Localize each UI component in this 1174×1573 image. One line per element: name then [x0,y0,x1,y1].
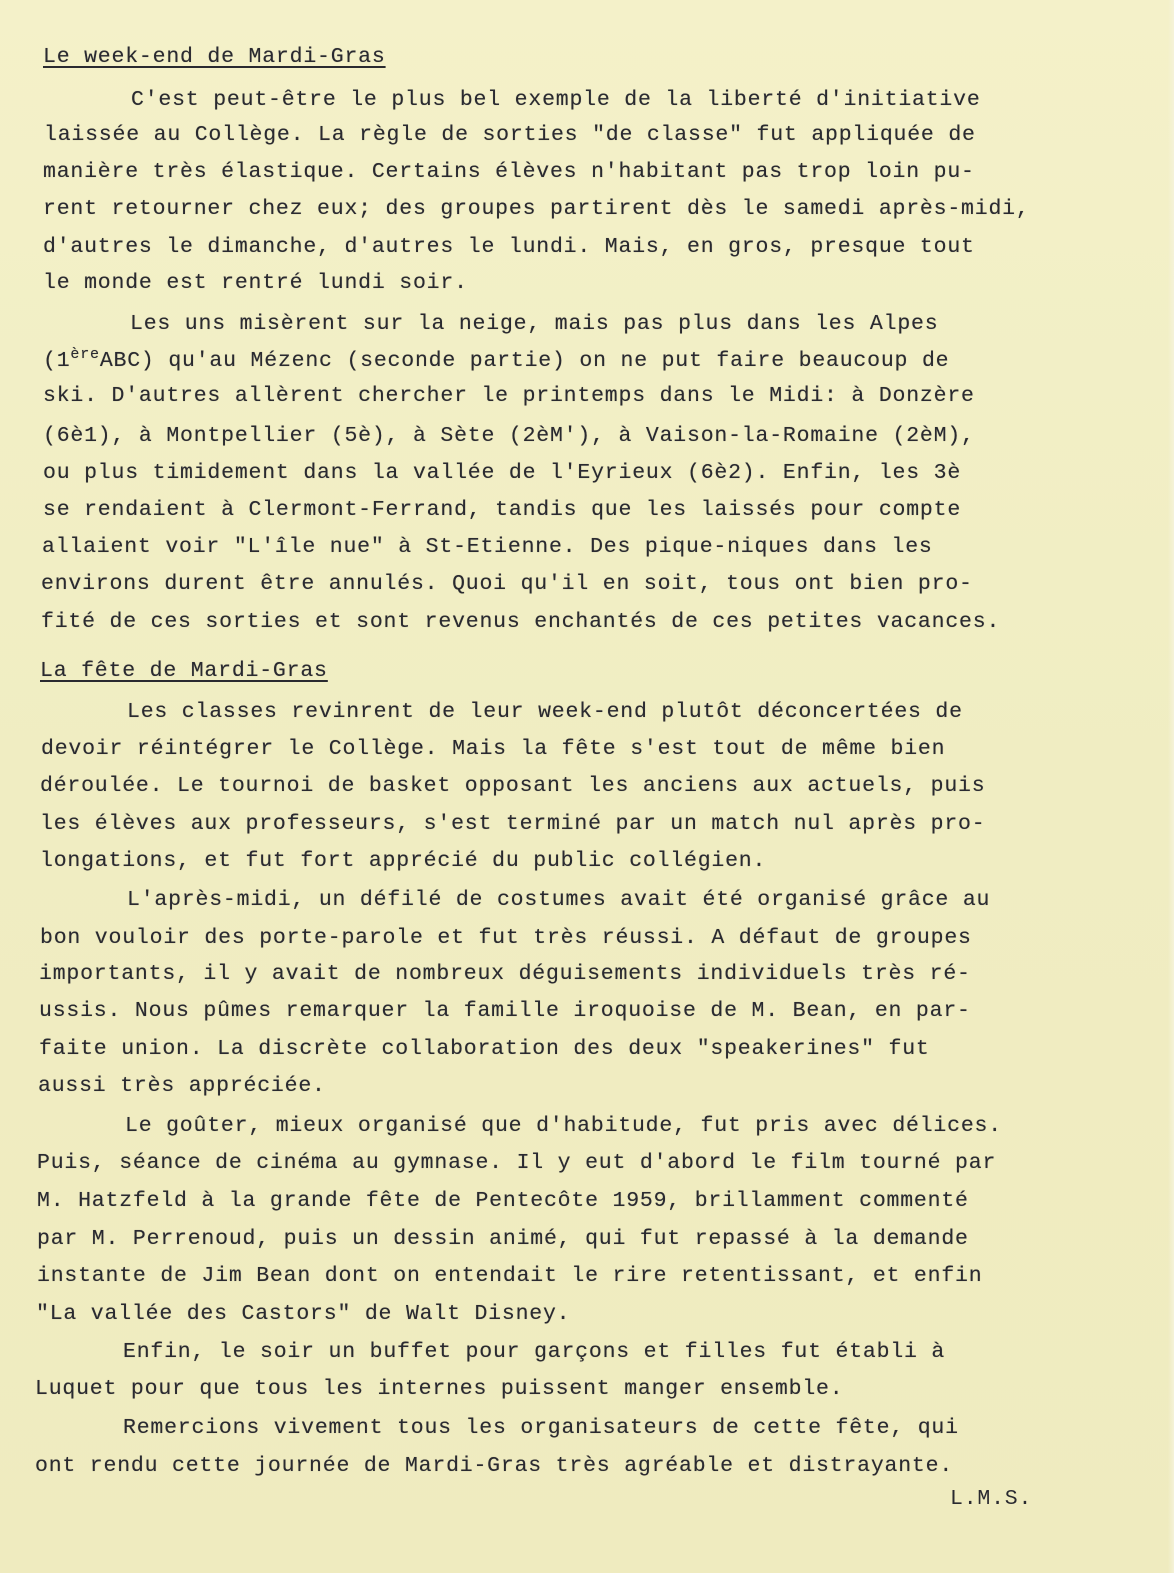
text-line: Luquet pour que tous les internes puissent manger ensemble. [35,1377,844,1401]
text-line-rest: ABC) qu'au Mézenc (seconde partie) on ne put faire beaucoup de [99,349,950,373]
text-line: M. Hatzfeld à la grande fête de Pentecôte 1959, brillamment commenté [37,1189,969,1213]
superscript: ère [70,346,100,363]
text-line: rent retourner chez eux; des groupes partirent dès le samedi après-midi, [43,197,1030,221]
text-line: importants, il y avait de nombreux déguisements individuels très ré- [39,962,971,986]
text-line: Enfin, le soir un buffet pour garçons et filles fut établi à [123,1340,946,1364]
text-line: ont rendu cette journée de Mardi-Gras très agréable et distrayante. [35,1454,954,1478]
text-line: environs durent être annulés. Quoi qu'il en soit, tous ont bien pro- [41,572,973,596]
text-line: se rendaient à Clermont-Ferrand, tandis que les laissés pour compte [43,498,962,522]
signature: L.M.S. [950,1487,1033,1511]
text-line: aussi très appréciée. [38,1074,326,1098]
text-line: laissée au Collège. La règle de sorties "de classe" fut appliquée de [44,123,976,147]
text-line: ski. D'autres allèrent chercher le printemps dans le Midi: à Donzère [43,384,975,408]
text-line: les élèves aux professeurs, s'est terminé par un match nul après pro- [40,812,986,836]
text-line: ou plus timidement dans la vallée de l'Eyrieux (6è2). Enfin, les 3è [43,461,962,485]
text-line: allaient voir "L'île nue" à St-Etienne. Des pique-niques dans les [42,535,933,559]
text-line: devoir réintégrer le Collège. Mais la fête s'est tout de même bien [41,737,946,761]
text-line: "La vallée des Castors" de Walt Disney. [36,1302,571,1326]
text-line: longations, et fut fort apprécié du public collégien. [40,849,767,873]
text-line: manière très élastique. Certains élèves n'habitant pas trop loin pu- [43,160,975,184]
text-line: L'après-midi, un défilé de costumes avait été organisé grâce au [127,888,991,912]
text-line-with-superscript [43,346,950,373]
text-line: fité de ces sorties et sont revenus enchantés de ces petites vacances. [41,610,1001,634]
text-line: d'autres le dimanche, d'autres le lundi. Mais, en gros, presque tout [43,235,975,259]
text-line: Remercions vivement tous les organisateurs de cette fête, qui [123,1416,959,1440]
superscript-prefix: (1 [43,349,71,373]
text-line: Les classes revinrent de leur week-end plutôt déconcertées de [127,700,963,724]
text-line: Les uns misèrent sur la neige, mais pas plus dans les Alpes [130,312,939,336]
heading-fete: La fête de Mardi-Gras [40,659,328,683]
text-line: ussis. Nous pûmes remarquer la famille iroquoise de M. Bean, en par- [39,999,971,1023]
page-edge [1168,0,1174,1573]
text-line: le monde est rentré lundi soir. [43,271,468,295]
text-line: instante de Jim Bean dont on entendait le rire retentissant, et enfin [37,1264,983,1288]
text-line: faite union. La discrète collaboration des deux "speakerines" fut [39,1037,930,1061]
text-line: C'est peut-être le plus bel exemple de la liberté d'initiative [131,88,981,112]
heading-weekend: Le week-end de Mardi-Gras [43,45,386,69]
text-line: Puis, séance de cinéma au gymnase. Il y eut d'abord le film tourné par [37,1151,997,1175]
text-line: Le goûter, mieux organisé que d'habitude, fut pris avec délices. [125,1114,1002,1138]
text-line: (6è1), à Montpellier (5è), à Sète (2èM'), à Vaison-la-Romaine (2èM), [43,424,975,448]
text-line: déroulée. Le tournoi de basket opposant les anciens aux actuels, puis [40,774,986,798]
text-line: bon vouloir des porte-parole et fut très réussi. A défaut de groupes [40,926,972,950]
text-line: par M. Perrenoud, puis un dessin animé, qui fut repassé à la demande [37,1227,969,1251]
